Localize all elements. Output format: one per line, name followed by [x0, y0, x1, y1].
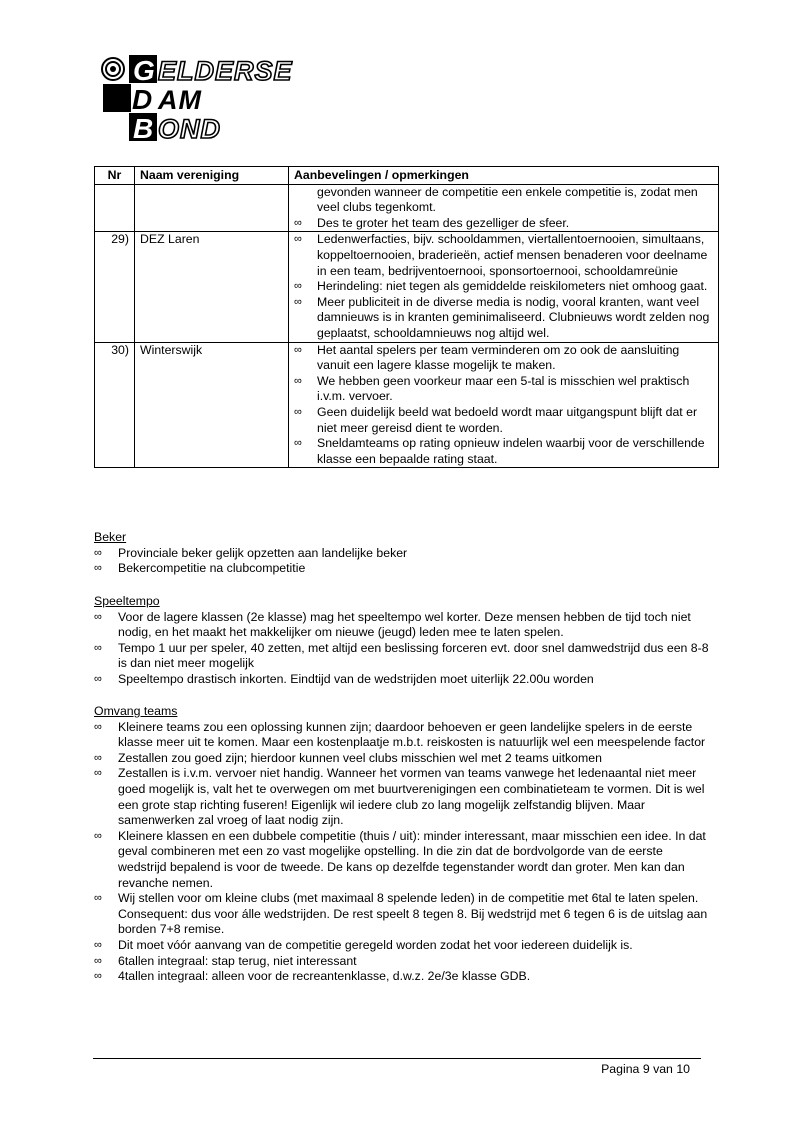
list-item	[94, 891, 714, 938]
bullet-icon: ∞	[94, 672, 102, 685]
remark-item	[294, 185, 713, 216]
cell-remarks	[289, 232, 719, 342]
list-item-text: Kleinere klassen en een dubbele competitie (thuis / uit): minder interessant, maar misschien een idee. In dat geval combineren met een zo vast mogelijke opstelling. In die zin dat de bordvolgorde van de eerste wedstrijd bepalend is voor de tweede. De kans op dezelfde tegenstander wordt dan groter. Men kan dan revanche nemen.	[118, 828, 706, 890]
list-item-text: Zestallen is i.v.m. vervoer niet handig. Wanneer het vormen van teams vanwege het ledenaantal niet meer goed mogelijk is, valt het te overwegen om met buurtverenigingen een combinatieteam te vormen. Dit is wel een grote stap richting fuseren! Eigenlijk wil iedere club zo lang mogelijk zelfstandig blijven. Maar samenwerken zal vroeg of laat nodig zijn.	[118, 766, 705, 828]
logo-word-am: AM	[158, 85, 202, 115]
remark-item	[294, 279, 713, 295]
remark-text: Het aantal spelers per team verminderen om zo ook de aansluiting vanuit een lagere klasse mogelijk te maken.	[317, 342, 680, 373]
cell-nr: 29)	[95, 232, 135, 342]
list-item	[94, 969, 714, 985]
bullet-icon: ∞	[294, 233, 302, 246]
bullet-icon: ∞	[94, 938, 102, 951]
logo-word-elderse: ELDERSE	[158, 56, 293, 86]
checker-square	[103, 84, 131, 112]
list-item	[94, 561, 714, 577]
bullet-icon: ∞	[294, 374, 302, 387]
bullet-icon: ∞	[94, 641, 102, 654]
list-item	[94, 954, 714, 970]
page-number: Pagina 9 van 10	[601, 1062, 690, 1076]
logo-word-ond: OND	[158, 114, 221, 144]
list-item-text: Bekercompetitie na clubcompetitie	[118, 561, 306, 576]
remark-text: Meer publiciteit in de diverse media is nodig, vooral kranten, want veel damnieuws is in kranten geminimaliseerd. Clubnieuws wordt zelden nog geplaatst, schooldamnieuws nog altijd wel.	[317, 294, 710, 340]
remark-item	[294, 374, 713, 405]
logo-letter-b: B	[133, 113, 156, 144]
bullet-icon: ∞	[94, 751, 102, 764]
list-item-text: Speeltempo drastisch inkorten. Eindtijd van de wedstrijden moet uiterlijk 22.00u worden	[118, 671, 594, 686]
gelderse-dam-bond-logo	[100, 52, 345, 146]
list-item	[94, 751, 714, 767]
list-item	[94, 766, 714, 828]
table-row	[95, 232, 719, 342]
list-item-text: 4tallen integraal: alleen voor de recreantenklasse, d.w.z. 2e/3e klasse GDB.	[118, 969, 531, 984]
list-item	[94, 829, 714, 891]
section-title: Speeltempo	[94, 594, 160, 608]
list-item	[94, 672, 714, 688]
section-title: Omvang teams	[94, 704, 178, 718]
bullet-icon: ∞	[294, 437, 302, 450]
bullet-icon: ∞	[294, 405, 302, 418]
target-icon	[102, 58, 124, 80]
list-item-text: Zestallen zou goed zijn; hierdoor kunnen veel clubs misschien wel met 2 teams uitkomen	[118, 750, 602, 765]
remark-text: Geen duidelijk beeld wat bedoeld wordt maar uitgangspunt blijft dat er niet meer gereisd dient te worden.	[317, 404, 698, 435]
bullet-icon: ∞	[94, 767, 102, 780]
logo-letter-g: G	[133, 55, 157, 86]
bullet-icon: ∞	[294, 216, 302, 229]
bullet-icon: ∞	[94, 720, 102, 733]
section-title: Beker	[94, 530, 127, 544]
cell-nr	[95, 184, 135, 232]
cell-remarks	[289, 184, 719, 232]
list-item	[94, 546, 714, 562]
list-item-text: Kleinere teams zou een oplossing kunnen zijn; daardoor behoeven er geen landelijke spelers in de eerste klasse meer uit te komen. Maar een kostenplaatje m.b.t. reiskosten is natuurlijk wel een meespelende factor	[118, 719, 706, 750]
cell-name	[135, 184, 289, 232]
section-speeltempo	[94, 594, 714, 688]
bullet-icon: ∞	[94, 562, 102, 575]
remark-text: gevonden wanneer de competitie een enkele competitie is, zodat men veel clubs tegenkomt.	[317, 184, 698, 215]
remark-item	[294, 232, 713, 279]
list-item	[94, 610, 714, 641]
remark-item	[294, 295, 713, 342]
remark-item	[294, 216, 713, 232]
list-item	[94, 938, 714, 954]
list-item-text: Tempo 1 uur per speler, 40 zetten, met altijd een beslissing forceren evt. door snel damwedstrijd dus een 8-8 is dan niet meer mogelijk	[118, 640, 709, 671]
cell-name: DEZ Laren	[135, 232, 289, 342]
bullet-icon: ∞	[94, 892, 102, 905]
remark-text: We hebben geen voorkeur maar een 5-tal is misschien wel praktisch i.v.m. vervoer.	[317, 373, 690, 404]
bullet-icon: ∞	[94, 954, 102, 967]
footer-divider	[93, 1058, 701, 1059]
recommendations-table	[94, 166, 719, 468]
bullet-icon: ∞	[94, 970, 102, 983]
remark-text: Ledenwerfacties, bijv. schooldammen, viertallentoernooien, simultaans, koppeltoernooien, braderieën, actief mensen benaderen voor deelname in een team, bedrijventoernooi, sponsortoernooi, schooldamreünie	[317, 232, 708, 278]
cell-remarks	[289, 342, 719, 468]
remark-text: Herindeling: niet tegen als gemiddelde reiskilometers niet omhoog gaat.	[317, 279, 708, 294]
cell-nr: 30)	[95, 342, 135, 468]
bullet-icon: ∞	[94, 610, 102, 623]
remark-item	[294, 436, 713, 467]
list-item	[94, 641, 714, 672]
remark-item	[294, 343, 713, 374]
header-naam-vereniging: Naam vereniging	[135, 167, 289, 185]
bullet-icon	[294, 185, 317, 216]
list-item-text: Wij stellen voor om kleine clubs (met maximaal 8 spelende leden) in de competitie met 6tal te laten spelen. Consequent: dus voor álle wedstrijden. De rest speelt 8 tegen 8. Bij wedstrijd met 6 tegen 6 is de uitslag aan borden 7+8 remise.	[118, 891, 708, 937]
bullet-icon: ∞	[94, 546, 102, 559]
bullet-icon: ∞	[294, 295, 302, 308]
cell-name: Winterswijk	[135, 342, 289, 468]
bullet-icon: ∞	[294, 280, 302, 293]
bullet-icon: ∞	[94, 829, 102, 842]
remark-text: Des te groter het team des gezelliger de sfeer.	[317, 215, 570, 230]
list-item-text: Dit moet vóór aanvang van de competitie geregeld worden zodat het voor iedereen duidelijk is.	[118, 937, 633, 952]
table-row	[95, 342, 719, 468]
list-item-text: Voor de lagere klassen (2e klasse) mag het speeltempo wel korter. Deze mensen hebben de tijd toch niet nodig, en het maakt het makkelijker om nieuwe (jeugd) leden mee te laten spelen.	[118, 609, 691, 640]
table-header-row	[95, 167, 719, 185]
section-beker	[94, 530, 714, 577]
section-omvang-teams	[94, 704, 714, 985]
remark-text: Sneldamteams op rating opnieuw indelen waarbij voor de verschillende klasse een bepaalde rating staat.	[317, 436, 705, 466]
header-aanbevelingen: Aanbevelingen / opmerkingen	[289, 167, 719, 185]
bullet-icon: ∞	[294, 343, 302, 356]
list-item-text: 6tallen integraal: stap terug, niet interessant	[118, 953, 357, 968]
list-item	[94, 720, 714, 751]
table-row	[95, 184, 719, 232]
list-item-text: Provinciale beker gelijk opzetten aan landelijke beker	[118, 545, 408, 560]
logo-letter-d: D	[132, 84, 155, 115]
remark-item	[294, 405, 713, 436]
header-nr: Nr	[95, 167, 135, 185]
